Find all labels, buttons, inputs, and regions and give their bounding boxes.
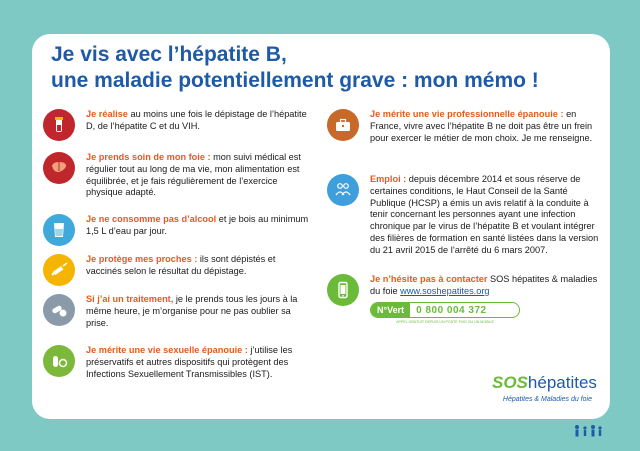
logo-sos: SOS (492, 373, 528, 392)
people-icon (327, 174, 359, 206)
water-glass-icon (43, 214, 75, 246)
memo-card: Je vis avec l’hépatite B, une maladie potentiellement grave : mon mémo ! Je réalise au moins une fois le dépistage de l’hépatite D, de l’hépatite C et du VIH. Je prends soin de mon foie : mon suivi médical est régulier tout au long de ma vie, mon alimentation est équilibrée, et je fais régulièrement de l’exercice physique adapté. Je ne consomme pas d’alcool et je bois au minimum 1,5 L d’eau par jour. Je protège mes proches : ils sont dépistés et vaccinés selon le résultat du dépistage. Si j’ai un traitement, je le prends tous les jours à la même heure, je m’organise pour ne pas oublier sa prise. Je mérite une vie sexuelle épanouie : j’utilise les préservatifs et autres dispositifs qui protègent des Infections Sexuellement Transmissibles (IST). Je mérite une vie professionnelle épanouie : en France, vivre avec l’hépatite B ne doit pas être un frein pour exercer le métier de mon choix. Je me renseigne. Emploi : depuis décembre 2014 et sous réserve de certaines conditions, le Haut Conseil de la Santé Publique (HCSP) a émis un avis relatif à la conduite à tenir concernant les personnes ayant une infection chronique par le virus de l’hépatite B et voulant intégrer des filières de formation en santé listées dans la version du 21 avril 2015 de l’arrêté du 6 mars 2007. Je n’hésite pas à contacter SOS hépatites & maladies du foie www.soshepatites.org N°Vert 0 800 004 372 APPEL GRATUIT DEPUIS UN POSTE FIXE OU UN MOBILE SOS hépatites Hépatites & Maladies du foie (32, 34, 610, 419)
phone-icon (327, 274, 359, 306)
syringe-icon (43, 254, 75, 286)
condom-icon (43, 345, 75, 377)
liver-icon (43, 152, 75, 184)
sos-hepatites-logo (492, 373, 602, 403)
hotline-badge (370, 302, 520, 324)
page-title (51, 42, 539, 94)
pills-icon (43, 294, 75, 326)
website-link[interactable]: www.soshepatites.org (400, 285, 490, 296)
people-figures-icon (572, 424, 604, 440)
logo-tagline: Hépatites & Maladies du foie (502, 396, 592, 403)
hotline-number[interactable]: 0 800 004 372 (416, 304, 487, 316)
logo-name: hépatites (527, 373, 597, 392)
hotline-label: N°Vert (371, 303, 410, 317)
hotline-note: APPEL GRATUIT DEPUIS UN POSTE FIXE OU UN MOBILE (396, 320, 494, 324)
title-line-2: une maladie potentiellement grave : mon mémo ! (51, 69, 539, 92)
test-tube-icon (43, 109, 75, 141)
briefcase-icon (327, 109, 359, 141)
title-line-1: Je vis avec l’hépatite B, (51, 43, 287, 66)
